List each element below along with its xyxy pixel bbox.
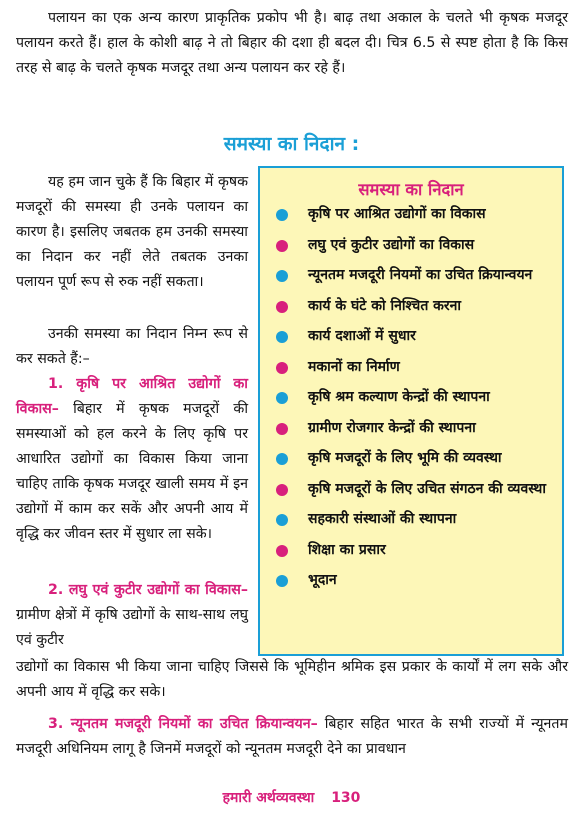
solutions-list-item xyxy=(274,386,554,408)
solutions-list-item xyxy=(274,508,554,530)
bullet-dot-icon xyxy=(276,331,288,343)
bullet-dot-icon xyxy=(276,423,288,435)
solutions-list-item-label: कार्य दशाओं में सुधार xyxy=(308,328,416,344)
point-3-text: बिहार सहित भारत के सभी राज्यों में न्यूनतम मजदूरी अधिनियम लागू है जिनमें मजदूरों को न्यूनतम मजदूरी देने का प्रावधान xyxy=(16,716,568,757)
solutions-list-item-label: मकानों का निर्माण xyxy=(308,358,400,375)
left-paragraph-2: उनकी समस्या का निदान निम्न रूप से कर सकते हैं:– xyxy=(16,326,248,367)
solutions-list xyxy=(260,203,562,591)
bullet-dot-icon xyxy=(276,362,288,374)
solutions-list-item xyxy=(274,325,554,347)
solutions-list-item-label: भूदान xyxy=(308,572,337,588)
intro-paragraph: पलायन का एक अन्य कारण प्राकृतिक प्रकोप भी है। बाढ़ तथा अकाल के चलते भी कृषक मजदूर पलायन करते हैं। हाल के कोशी बाढ़ ने तो बिहार की दशा ही बदल दी। चित्र 6.5 से स्पष्ट होता है कि किस तरह से बाढ़ के चलते कृषक मजदूर तथा अन्य पलायन कर रहे हैं। xyxy=(16,10,568,76)
point-2-paragraph xyxy=(16,578,248,653)
bullet-dot-icon xyxy=(276,270,288,282)
solutions-list-item-label: कार्य के घंटे को निश्चित करना xyxy=(308,297,462,314)
point-3-paragraph xyxy=(16,712,568,762)
bullet-dot-icon xyxy=(276,484,288,496)
solutions-box xyxy=(258,166,564,656)
solutions-list-item xyxy=(274,295,554,317)
point-2-continuation: उद्योगों का विकास भी किया जाना चाहिए जिससे कि भूमिहीन श्रमिक इस प्रकार के कार्यों में लग सके और अपनी आय में वृद्धि कर सके। xyxy=(16,659,568,700)
solutions-list-item-label: कृषि मजदूरों के लिए भूमि की व्यवस्था xyxy=(308,450,502,466)
solutions-list-item-label: ग्रामीण रोजगार केन्द्रों की स्थापना xyxy=(308,419,476,436)
solutions-list-item-label: न्यूनतम मजदूरी नियमों का उचित क्रियान्वयन xyxy=(308,267,533,283)
solutions-list-item xyxy=(274,447,554,469)
solutions-list-item-label: कृषि श्रम कल्याण केन्द्रों की स्थापना xyxy=(308,389,490,405)
bullet-dot-icon xyxy=(276,301,288,313)
solutions-list-item xyxy=(274,264,554,286)
bullet-dot-icon xyxy=(276,453,288,465)
section-heading: समस्या का निदान : xyxy=(223,133,360,155)
bullet-dot-icon xyxy=(276,545,288,557)
bullet-dot-icon xyxy=(276,575,288,587)
solutions-list-item xyxy=(274,478,554,500)
point-1-text: बिहार में कृषक मजदूरों की समस्याओं को हल करने के लिए कृषि पर आधारित उद्योगों का विकास किया जाना चाहिए ताकि कृषक मजदूर खाली समय में इन उद्योगों में काम कर सकें और अपनी आय में वृद्धि कर जीवन स्तर में सुधार ला सके। xyxy=(16,401,248,542)
page-footer xyxy=(0,788,583,807)
solutions-list-item-label: लघु एवं कुटीर उद्योगों का विकास xyxy=(308,236,475,253)
solutions-list-item-label: शिक्षा का प्रसार xyxy=(308,541,386,558)
point-2-text-a: ग्रामीण क्षेत्रों में कृषि उद्योगों के साथ-साथ लघु एवं कुटीर xyxy=(16,607,248,648)
bullet-dot-icon xyxy=(276,392,288,404)
solutions-list-item xyxy=(274,569,554,591)
point-3-title: 3. न्यूनतम मजदूरी नियमों का उचित क्रियान्वयन– xyxy=(48,716,318,732)
bullet-dot-icon xyxy=(276,240,288,252)
footer-page-number: 130 xyxy=(331,790,361,806)
solutions-list-item xyxy=(274,203,554,225)
bullet-dot-icon xyxy=(276,209,288,221)
solutions-list-item xyxy=(274,417,554,439)
point-1-title: 1. कृषि पर आश्रित उद्योगों का विकास– xyxy=(16,376,248,417)
solutions-list-item-label: कृषि मजदूरों के लिए उचित संगठन की व्यवस्था xyxy=(308,480,546,497)
solutions-list-item xyxy=(274,539,554,561)
left-paragraph-1: यह हम जान चुके हैं कि बिहार में कृषक मजदूरों की समस्या ही उनके पलायन का कारण है। इसलिए जबतक हम उनकी समस्या का निदान कर नहीं लेते तबतक उनका पलायन पूर्ण रूप से रुक नहीं सकता। xyxy=(16,174,248,290)
solutions-list-item xyxy=(274,234,554,256)
solutions-list-item-label: सहकारी संस्थाओं की स्थापना xyxy=(308,511,457,527)
solutions-list-item xyxy=(274,356,554,378)
solutions-box-title: समस्या का निदान xyxy=(358,180,464,199)
footer-book-title: हमारी अर्थव्यवस्था xyxy=(222,790,315,806)
solutions-list-item-label: कृषि पर आश्रित उद्योगों का विकास xyxy=(308,206,486,222)
point-2-title: 2. लघु एवं कुटीर उद्योगों का विकास– xyxy=(48,582,248,598)
point-1-paragraph xyxy=(16,372,248,547)
bullet-dot-icon xyxy=(276,514,288,526)
